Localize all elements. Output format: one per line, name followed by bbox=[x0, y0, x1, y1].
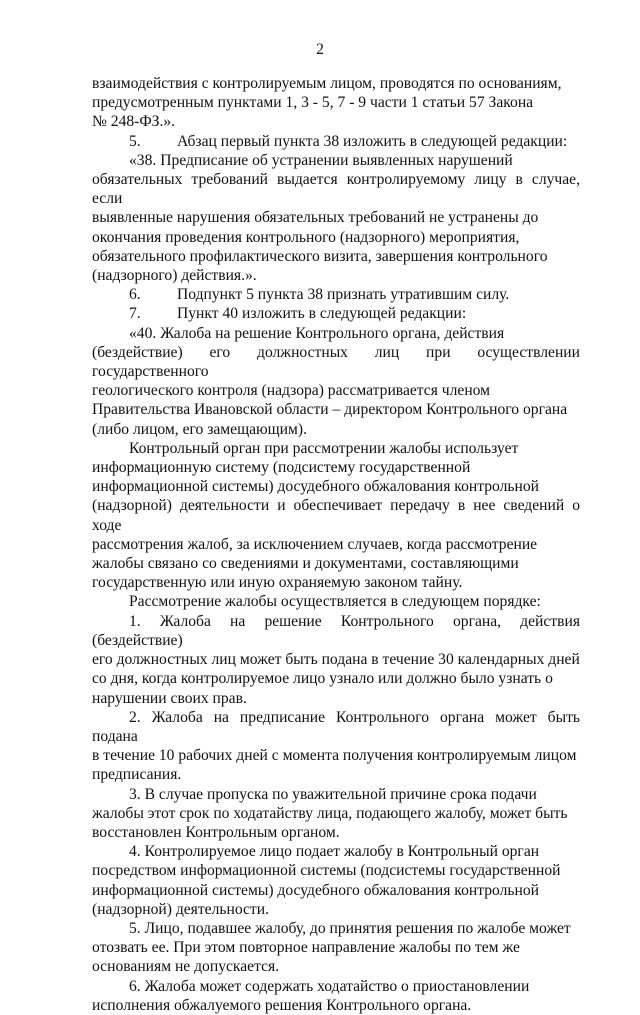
numbered-item-7 bbox=[92, 304, 580, 323]
paragraph-item-6: 6. Жалоба может содержать ходатайство о приостановлении исполнения обжалуемого решения Контрольного органа. bbox=[92, 977, 530, 1014]
paragraph-clause-40: «40. Жалоба на решение Контрольного органа, действия (бездействие) его должностных лиц при осуществлении государственного геологического контроля (надзора) рассматривается членом Правительства Ивановской области – директором Контрольного органа (либо лицом, его замещающим). bbox=[92, 324, 580, 438]
paragraph-procedure-intro: Рассмотрение жалобы осуществляется в следующем порядке: bbox=[129, 593, 541, 611]
item-text: Подпункт 5 пункта 38 признать утратившим силу. bbox=[177, 286, 510, 304]
page-number: 2 bbox=[316, 41, 324, 58]
item-text: Пункт 40 изложить в следующей редакции: bbox=[177, 305, 467, 323]
paragraph-item-2: 2. Жалоба на предписание Контрольного органа может быть подана в течение 10 рабочих дней с момента получения контролируемым лицом предписания. bbox=[92, 708, 580, 784]
numbered-item-6 bbox=[92, 285, 580, 304]
paragraph-item-1: 1. Жалоба на решение Контрольного органа, действия (бездействие) его должностных лиц может быть подана в течение 30 календарных дней со дня, когда контролируемое лицо узнало или должно было узнать о нарушении своих прав. bbox=[92, 612, 580, 707]
item-number: 6. bbox=[129, 286, 141, 304]
item-text: Абзац первый пункта 38 изложить в следующей редакции: bbox=[177, 132, 568, 150]
paragraph-item-4: 4. Контролируемое лицо подает жалобу в Контрольный орган посредством информационной системы (подсистемы государственной информационной системы) досудебного обжалования контрольной (надзорной) деятельности. bbox=[92, 843, 561, 918]
item-number: 7. bbox=[129, 305, 141, 323]
paragraph-continuation: взаимодействия с контролируемым лицом, проводятся по основаниям, предусмотренным пунктами 1, 3 - 5, 7 - 9 части 1 статьи 57 Закона № 248-ФЗ.». bbox=[92, 75, 562, 131]
document-body bbox=[92, 74, 580, 1015]
paragraph-item-5: 5. Лицо, подавшее жалобу, до принятия решения по жалобе может отозвать ее. При этом повторное направление жалобы по тем же основаниям не допускается. bbox=[92, 919, 571, 976]
numbered-item-5 bbox=[92, 132, 580, 151]
paragraph-item-3: 3. В случае пропуска по уважительной причине срока подачи жалобы этот срок по ходатайству лица, подающего жалобу, может быть восстановлен Контрольным органом. bbox=[92, 785, 568, 841]
paragraph-clause-38: «38. Предписание об устранении выявленных нарушений обязательных требований выдается контролируемому лицу в случае, если выявленные нарушения обязательных требований не устранены до окончания проведения контрольного (надзорного) мероприятия, обязательного профилактического визита, завершения контрольного (надзорного) действия.». bbox=[92, 151, 580, 285]
paragraph-information-system: Контрольный орган при рассмотрении жалобы использует информационную систему (подсистему государственной информационной системы) досудебного обжалования контрольной (надзорной) деятельности и обеспечивает передачу в нее сведений о ходе рассмотрения жалоб, за исключением случаев, когда рассмотрение жалобы связано со сведениями и документами, составляющими государственную или иную охраняемую законом тайну. bbox=[92, 439, 580, 592]
item-number: 5. bbox=[129, 132, 141, 150]
